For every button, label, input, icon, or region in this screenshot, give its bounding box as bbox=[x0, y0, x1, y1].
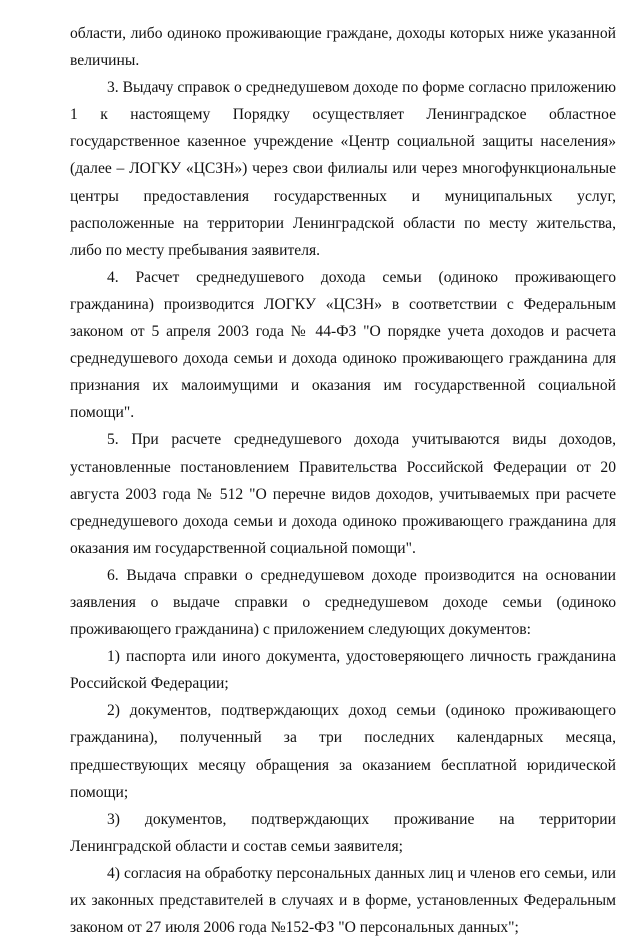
paragraph-item-6: 6. Выдача справки о среднедушевом доходе производится на основании заявления о выдаче справки о среднедушевом доходе семьи (одиноко проживающего гражданина) с приложением следующих документов: bbox=[70, 566, 616, 639]
list-item-1: 1) паспорта или иного документа, удостоверяющего личность гражданина Российской Федерации; bbox=[70, 648, 616, 693]
list-item-2: 2) документов, подтверждающих доход семьи (одиноко проживающего гражданина), полученный за три последних календарных месяца, предшествующих месяцу обращения за оказанием бесплатной юридической помощи; bbox=[70, 702, 616, 801]
paragraph-continuation: области, либо одиноко проживающие граждане, доходы которых ниже указанной величины. bbox=[70, 25, 616, 70]
list-item-3: 3) документов, подтверждающих проживание на территории Ленинградской области и состав семьи заявителя; bbox=[70, 810, 616, 855]
paragraph-item-3: 3. Выдачу справок о среднедушевом доходе по форме согласно приложению 1 к настоящему Порядку осуществляет Ленинградское областное государственное казенное учреждение «Центр социальной защиты населения» (далее – ЛОГКУ «ЦСЗН») через свои филиалы или через многофункциональные центры предоставления государственных и муниципальных услуг, расположенные на территории Ленинградской области по месту жительства, либо по месту пребывания заявителя. bbox=[70, 79, 616, 259]
paragraph-item-4: 4. Расчет среднедушевого дохода семьи (одиноко проживающего гражданина) производится ЛОГКУ «ЦСЗН» в соответствии с Федеральным законом от 5 апреля 2003 года № 44-ФЗ "О порядке учета доходов и расчета среднедушевого дохода семьи и дохода одиноко проживающего гражданина для признания их малоимущими и оказания им государственной социальной помощи". bbox=[70, 268, 616, 422]
paragraph-item-5: 5. При расчете среднедушевого дохода учитываются виды доходов, установленные постановлением Правительства Российской Федерации от 20 августа 2003 года № 512 "О перечне видов доходов, учитываемых при расчете среднедушевого дохода семьи и дохода одиноко проживающего гражданина для оказания им государственной социальной помощи". bbox=[70, 431, 616, 557]
list-item-4: 4) согласия на обработку персональных данных лиц и членов его семьи, или их законных представителей в случаях и в форме, установленных Федеральным законом от 27 июля 2006 года №152-ФЗ "О персональных данных"; bbox=[70, 864, 616, 937]
document-page bbox=[70, 20, 616, 941]
